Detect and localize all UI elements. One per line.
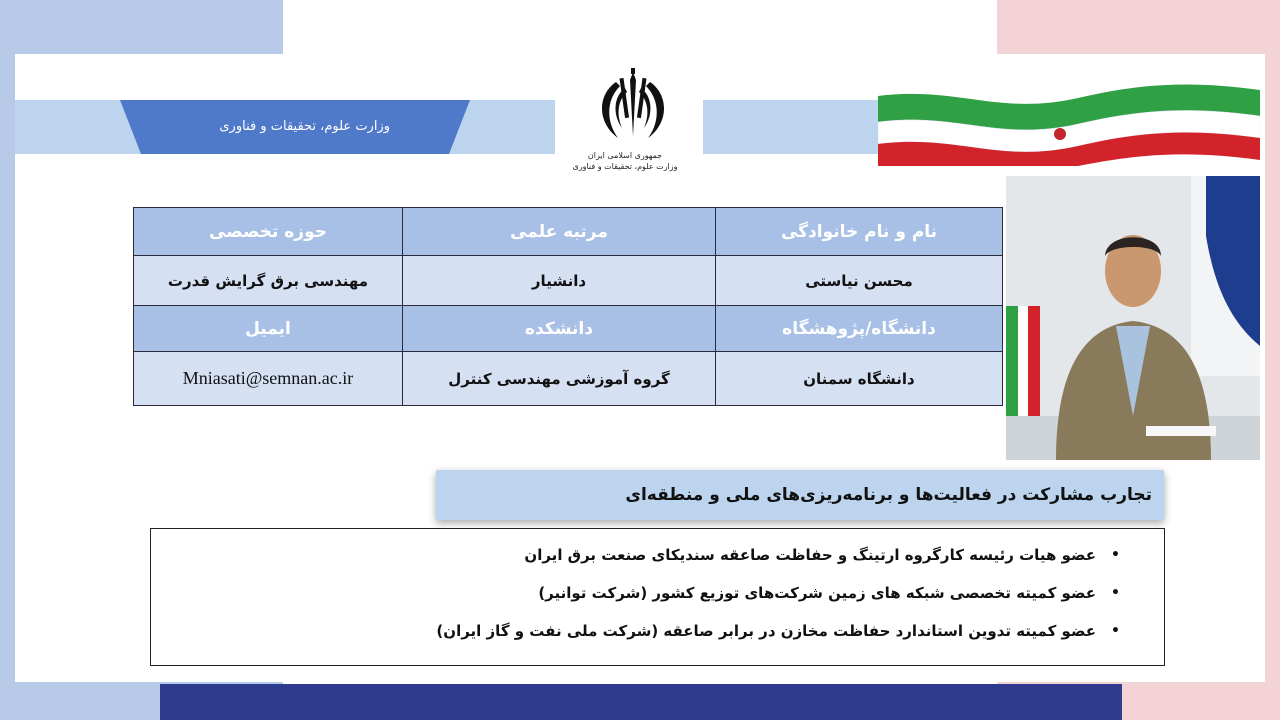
value-email[interactable]: Mniasati@semnan.ac.ir [134,352,403,406]
ministry-label: وزارت علوم، تحقیقات و فناوری [219,119,390,134]
header-ribbon-right [703,100,883,154]
bottom-bar [160,684,1122,720]
list-item [151,611,1164,649]
header-academic-rank: مرتبه علمی [403,208,716,256]
bullet-icon: • [1111,623,1120,639]
header-faculty: دانشکده [403,306,716,352]
header-university: دانشگاه/پژوهشگاه [716,306,1003,352]
emblem-caption-line1: جمهوری اسلامی ایران [587,151,663,160]
value-specialty: مهندسی برق گرایش قدرت [134,256,403,306]
section-title: تجارب مشارکت در فعالیت‌ها و برنامه‌ریزی‌های ملی و منطقه‌ای [625,485,1152,505]
section-header [436,470,1164,520]
background-top-strip [283,0,997,54]
value-faculty: گروه آموزشی مهندسی کنترل [403,352,716,406]
table-row [134,256,1003,306]
list-item-text: عضو هیات رئیسه کارگروه ارتینگ و حفاظت صاعقه سندیکای صنعت برق ایران [524,546,1096,564]
bullet-icon: • [1111,585,1120,601]
table-row [134,352,1003,406]
iran-flag-icon [878,76,1260,166]
experience-list [151,529,1164,649]
list-item-text: عضو کمیته تدوین استاندارد حفاظت مخازن در برابر صاعقه (شرکت ملی نفت و گاز ایران) [436,622,1096,640]
emblem-caption [560,150,690,172]
header-email: ایمیل [134,306,403,352]
person-portrait-icon [1006,176,1260,460]
profile-table [133,207,1003,406]
value-academic-rank: دانشیار [403,256,716,306]
list-item-text: عضو کمیته تخصصی شبکه های زمین شرکت‌های توزیع کشور (شرکت توانیر) [538,584,1096,602]
bullet-icon: • [1111,547,1120,563]
emblem-caption-line2: وزارت علوم، تحقیقات و فناوری [572,162,678,171]
table-header-row [134,208,1003,256]
list-item [151,535,1164,573]
list-item [151,573,1164,611]
profile-photo [1006,176,1260,460]
value-full-name: محسن نیاستی [716,256,1003,306]
header-specialty: حوزه تخصصی [134,208,403,256]
value-university: دانشگاه سمنان [716,352,1003,406]
table-header-row [134,306,1003,352]
experience-box [150,528,1165,666]
header-full-name: نام و نام خانوادگی [716,208,1003,256]
